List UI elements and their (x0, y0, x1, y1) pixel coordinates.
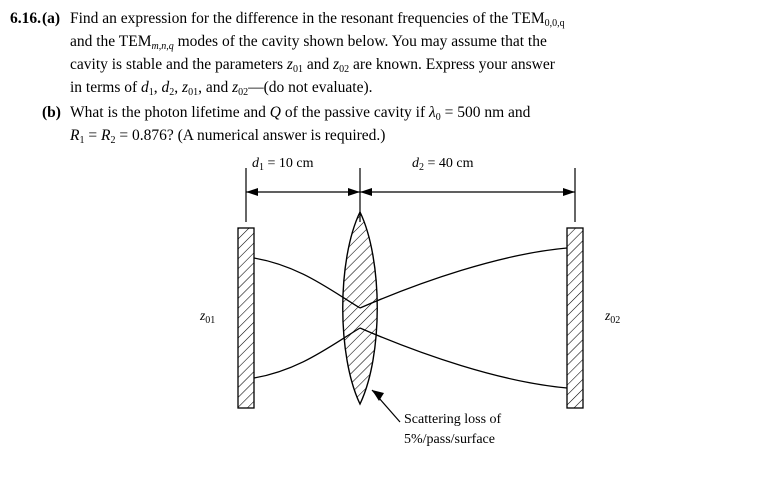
lambda-symbol: λ (429, 103, 436, 121)
dimension-d2 (360, 168, 575, 222)
d2-symbol: d (161, 78, 170, 96)
z02-subscript: 02 (339, 63, 350, 75)
param-z02b-inline (232, 79, 248, 96)
quality-factor-symbol: Q (269, 103, 281, 121)
comma-2: , (174, 78, 179, 96)
z01-subscript: 01 (292, 63, 303, 75)
tem-sub-mnq: m,n,q (151, 40, 174, 52)
scattering-loss-caption-line2: 5%/pass/surface (404, 432, 495, 447)
problem-part-b (42, 102, 710, 148)
d2-label-value: = 40 cm (427, 156, 474, 171)
problem-part-a (42, 8, 710, 100)
param-d2-inline (162, 79, 175, 96)
part-a-line-3 (70, 54, 710, 77)
part-a-text-2: and the TEM (70, 32, 152, 50)
z02b-subscript: 02 (238, 86, 249, 98)
lambda0-inline (429, 104, 441, 121)
comma-1: , (153, 78, 158, 96)
z02-figure-symbol: z (605, 308, 611, 323)
r1-symbol: R (70, 126, 80, 144)
r2-inline (101, 127, 115, 144)
d1-label-value: = 10 cm (267, 156, 314, 171)
part-b-line-2 (70, 125, 710, 148)
part-b-line-1 (70, 102, 710, 125)
d1-subscript: 1 (148, 86, 154, 98)
cavity-diagram (0, 150, 771, 481)
z01-symbol: z (286, 55, 293, 73)
r1-subscript: 1 (79, 134, 85, 146)
part-a-text-1: Find an expression for the difference in the resonant frequencies of the TEM (70, 10, 545, 27)
d2-label-symbol: d (412, 156, 419, 171)
cavity-diagram-svg (0, 150, 771, 481)
part-a-text-3: modes of the cavity shown below. You may assume that the (177, 32, 547, 50)
z02-figure-subscript: 02 (610, 314, 621, 326)
lambda-subscript: 0 (435, 111, 441, 123)
dimension-d1 (246, 168, 360, 222)
z01b-symbol: z (182, 78, 189, 96)
beam-envelope-right (360, 248, 567, 388)
mirror-right (567, 228, 583, 408)
part-a-and-1: and (306, 55, 330, 73)
z02b-symbol: z (232, 78, 239, 96)
part-a-line-2 (70, 31, 710, 54)
r2-subscript: 2 (110, 134, 116, 146)
equals-2: = (88, 126, 98, 144)
part-b-value-2: 0.876? (A numerical answer is required.) (131, 126, 386, 144)
part-b-text-2: of the passive cavity if (284, 103, 426, 121)
param-z01b-inline (182, 79, 198, 96)
part-b-text-1: What is the photon lifetime and (70, 103, 266, 121)
d1-label-subscript: 1 (259, 161, 264, 173)
r1-inline (70, 127, 84, 144)
param-z02-inline (333, 56, 349, 73)
part-b-label: (b) (42, 103, 61, 121)
param-d1-inline (141, 79, 154, 96)
part-a-text-5: in terms of (70, 78, 138, 96)
z01-figure-label (200, 308, 215, 326)
z01-figure-symbol: z (200, 308, 206, 323)
d2-dimension-label (412, 156, 474, 173)
part-a-known: are known. Express your answer (353, 55, 555, 73)
param-z01-inline (287, 56, 303, 73)
z01-figure-subscript: 01 (205, 314, 216, 326)
z01b-subscript: 01 (188, 86, 199, 98)
equals-3: = (119, 126, 129, 144)
d2-subscript: 2 (169, 86, 175, 98)
caption-leader-line (372, 390, 400, 422)
mirror-left (238, 228, 254, 408)
part-a-label: (a) (42, 10, 61, 27)
d2-label-subscript: 2 (419, 161, 424, 173)
part-a-line-4 (70, 77, 710, 100)
d1-label-symbol: d (252, 156, 259, 171)
problem-number: 6.16. (10, 10, 41, 27)
part-a-text-4: cavity is stable and the parameters (70, 55, 284, 73)
d1-dimension-label (252, 156, 314, 173)
part-a-and-2: , and (198, 78, 229, 96)
problem-text-block (10, 8, 710, 148)
equals-1: = (444, 103, 454, 121)
part-b-value-1: 500 nm and (457, 103, 531, 121)
scattering-loss-caption-line1: Scattering loss of (404, 412, 502, 427)
tem-sub-00q: 0,0,q (544, 17, 565, 29)
r2-symbol: R (100, 126, 111, 144)
z02-figure-label (605, 308, 620, 326)
part-a-tail: —(do not evaluate). (248, 78, 373, 96)
d1-symbol: d (141, 78, 149, 96)
part-a-line-1 (70, 8, 710, 31)
z02-symbol: z (333, 55, 340, 73)
